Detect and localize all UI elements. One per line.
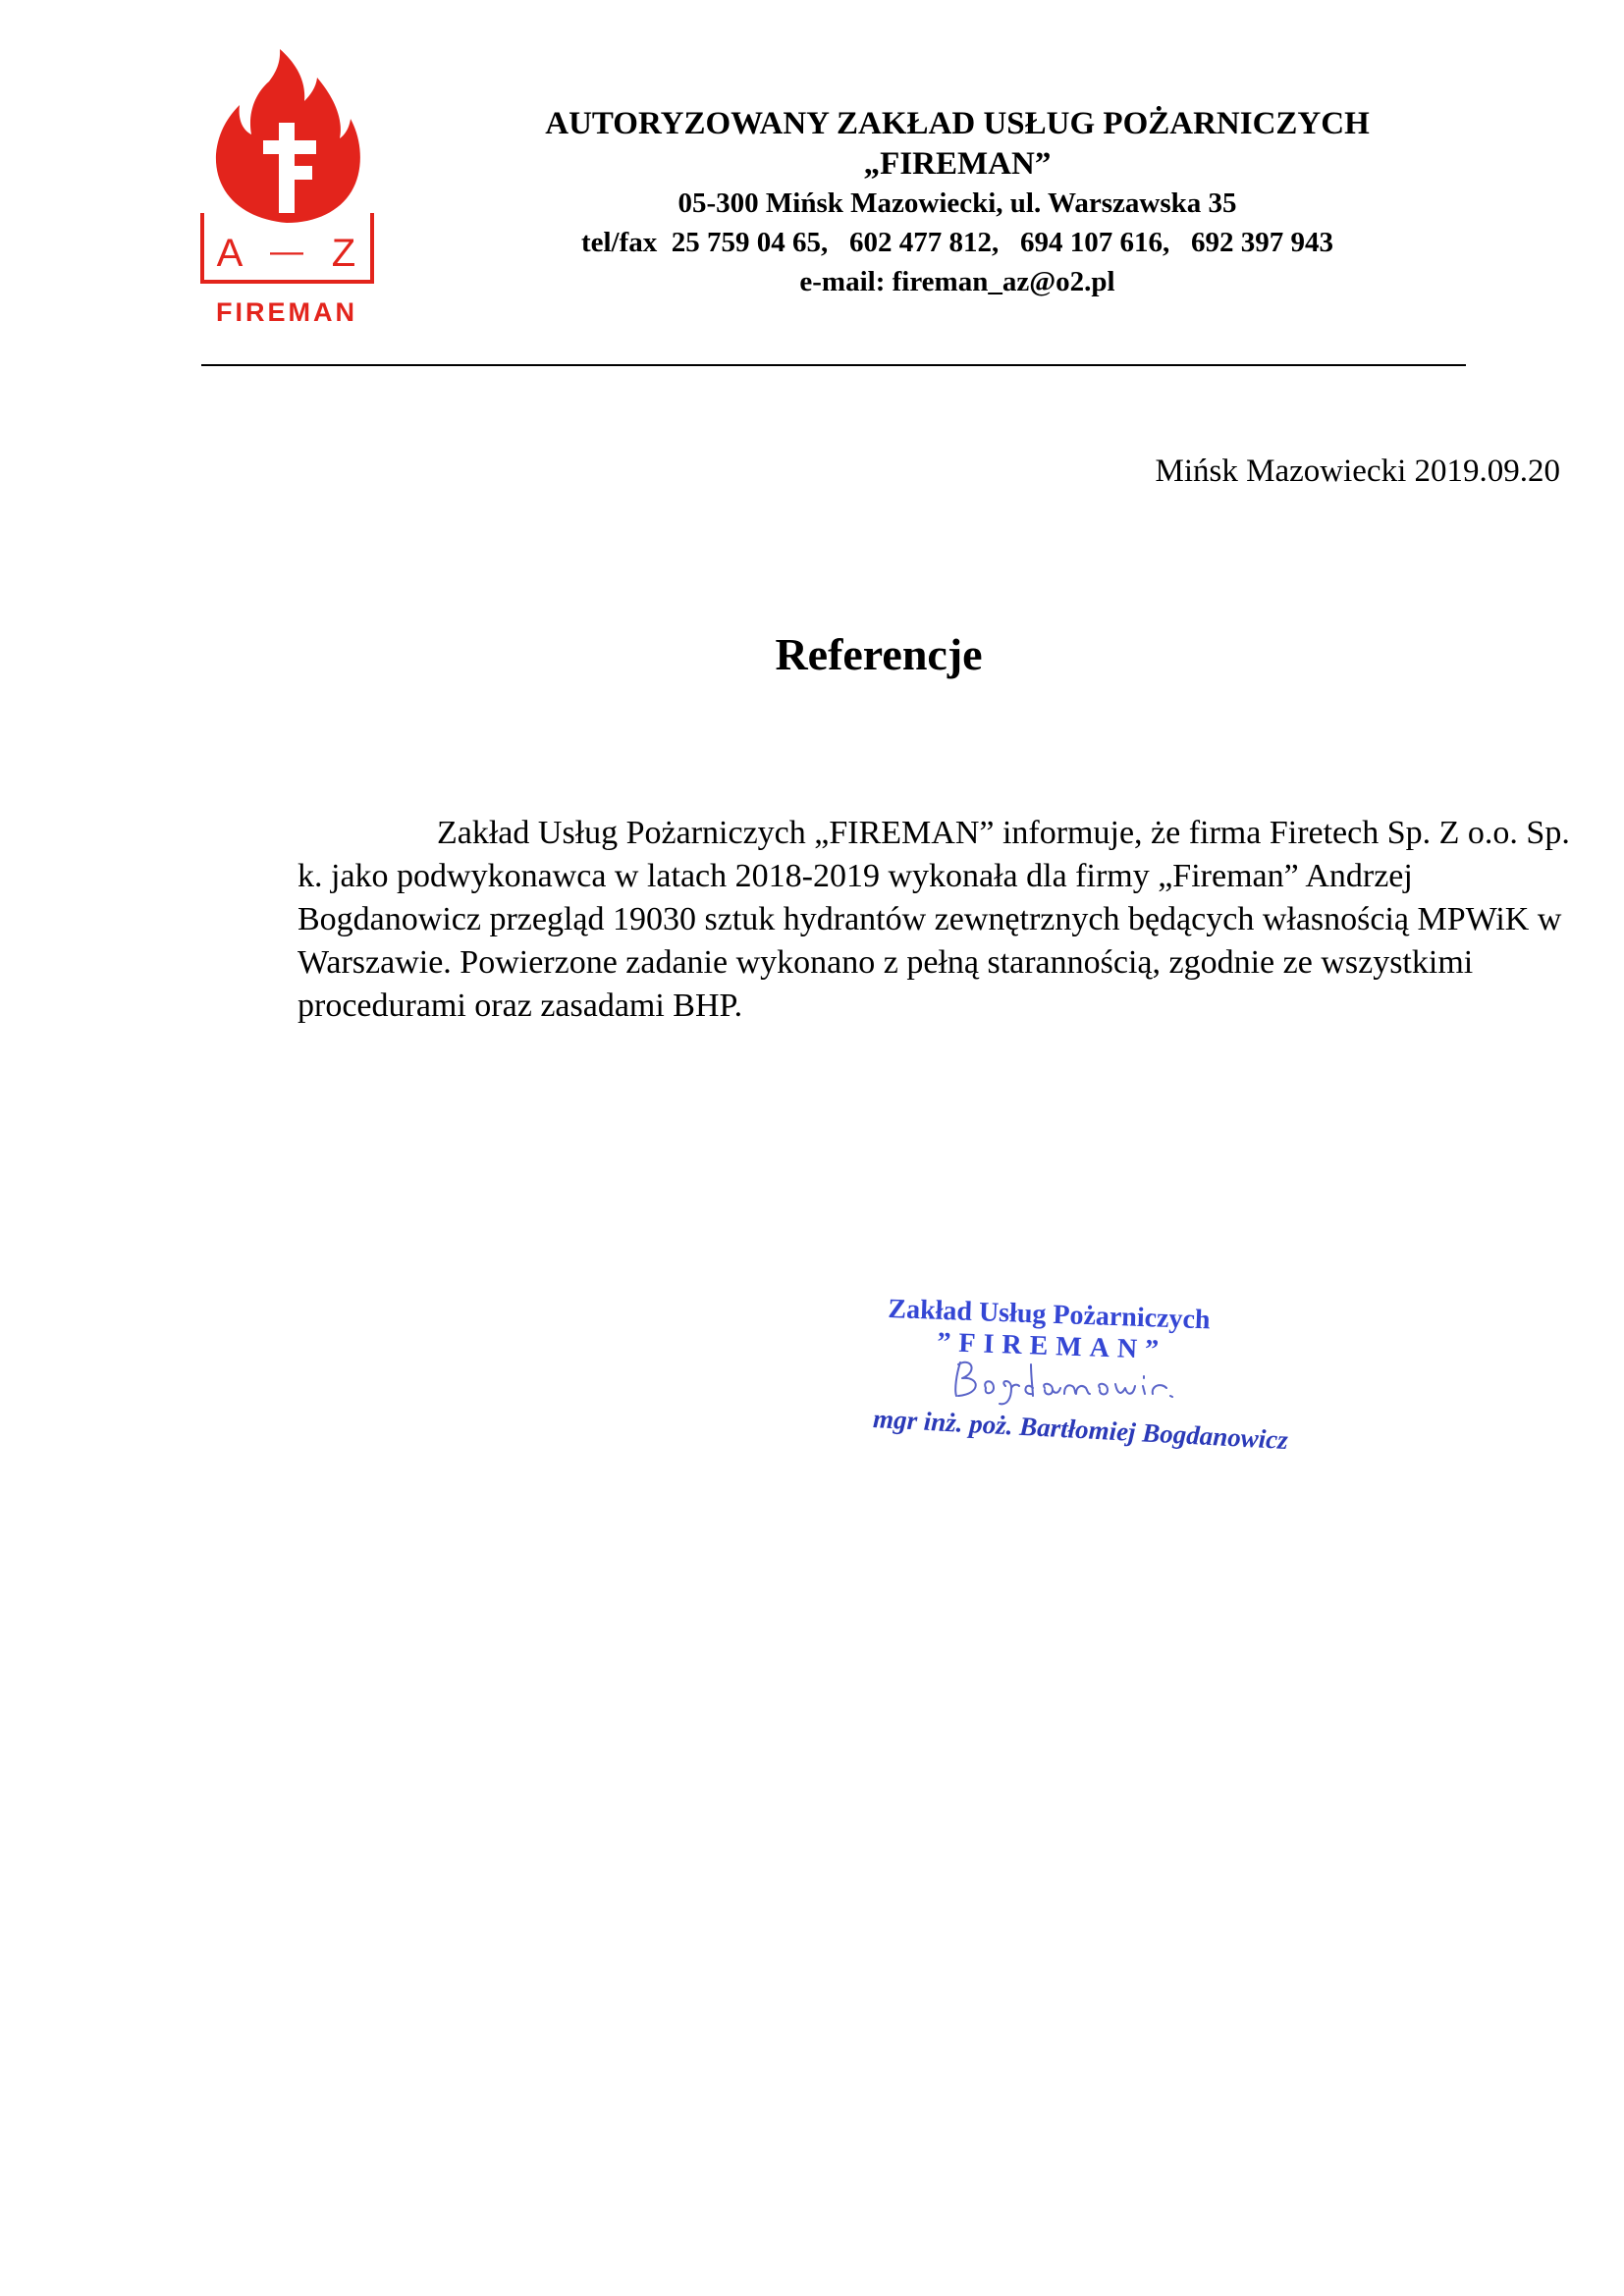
company-name: AUTORYZOWANY ZAKŁAD USŁUG POŻARNICZYCH [545,106,1370,141]
body-paragraph: Zakład Usług Pożarniczych „FIREMAN” informuje, że firma Firetech Sp. Z o.o. Sp. k. jako podwykonawca w latach 2018-2019 wykonała dla firmy „Fireman” Andrzej Bogdanowicz przegląd 19030 sztuk hydrantów zewnętrznych będących własnością MPWiK w Warszawie. Powierzone zadanie wykonano z pełną starannością, zgodnie ze wszystkimi procedurami oraz zasadami BHP. [298,815,1570,1024]
logo-name: FIREMAN [216,297,357,327]
handwritten-signature [943,1345,1178,1414]
company-brand: „FIREMAN” [863,146,1052,182]
body-text [298,812,1579,1028]
stamp-signatory: mgr inż. poż. Bartłomiej Bogdanowicz [872,1404,1289,1456]
logo-initial-dash: — [270,233,303,270]
logo-initial-a: A [216,232,244,275]
company-stamp [864,1286,1296,1458]
fireman-logo [196,44,378,329]
stamp-brand: ”FIREMAN” [936,1327,1167,1366]
company-address: 05-300 Mińsk Mazowiecki, ul. Warszawska 35 [677,187,1237,219]
company-email: e-mail: fireman_az@o2.pl [799,266,1115,297]
company-phones: tel/fax 25 759 04 65, 602 477 812, 694 107 616, 692 397 943 [580,227,1334,258]
letterhead [373,103,1542,301]
logo-initial-z: Z [331,232,356,275]
stamp-company-name: Zakład Usług Pożarniczych [887,1294,1212,1336]
place-date: Mińsk Mazowiecki 2019.09.20 [1155,454,1560,489]
header-divider [201,364,1466,366]
document-title: Referencje [775,629,983,679]
